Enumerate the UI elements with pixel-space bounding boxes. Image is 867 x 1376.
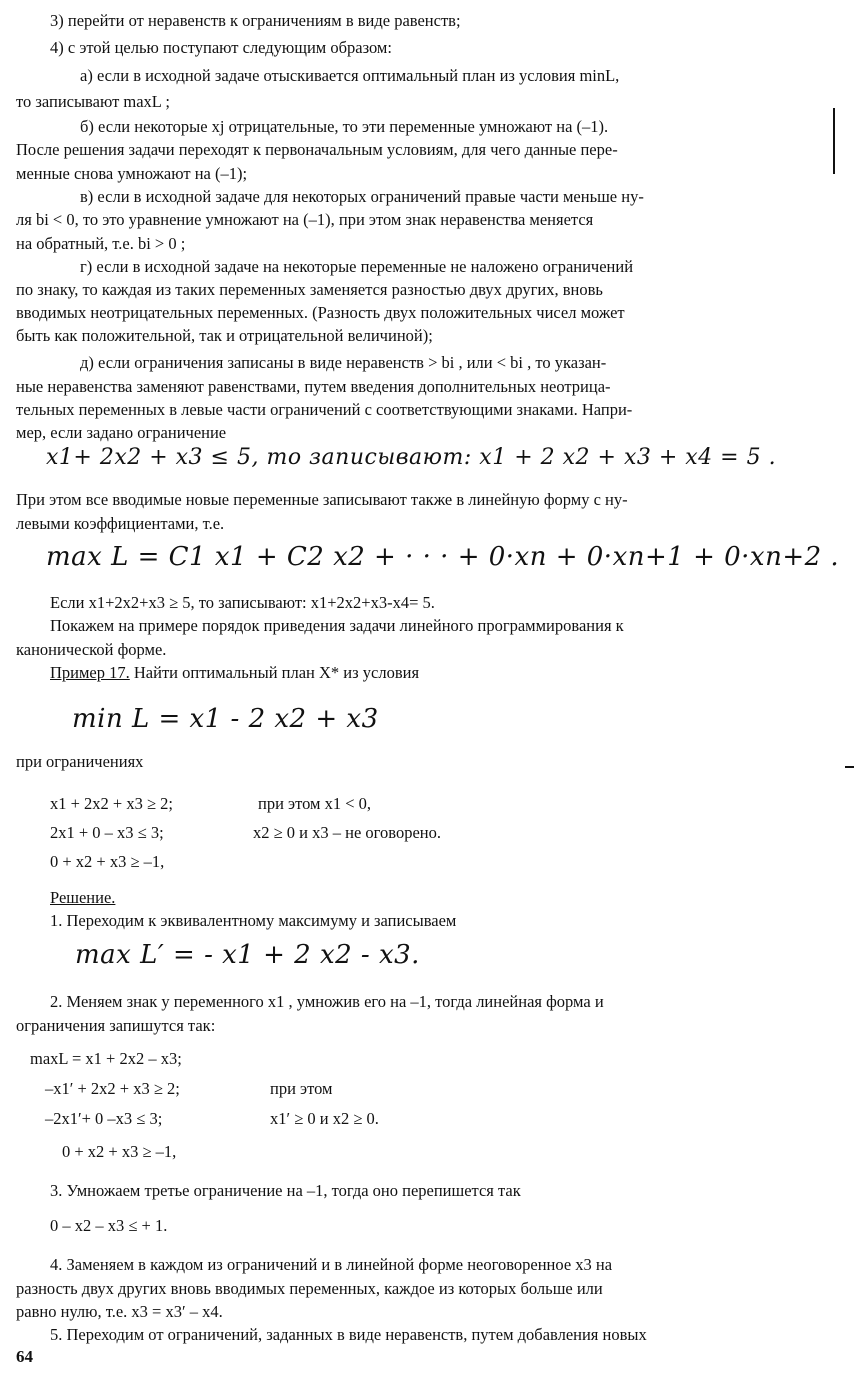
text-line: ля bi < 0, то это уравнение умножают на (–1), при этом знак неравенства меняется: [16, 210, 594, 229]
text-line: 2. Меняем знак у переменного x1 , умножив его на –1, тогда линейная форма и: [50, 992, 604, 1011]
example-text: Найти оптимальный план X* из условия: [129, 663, 420, 682]
text-line: быть как положительной, так и отрицательной величиной);: [16, 326, 433, 345]
text-line: После решения задачи переходят к первоначальным условиям, для чего данные пере-: [16, 140, 618, 159]
text-line: д) если ограничения записаны в виде неравенств > bi , или < bi , то указан-: [80, 353, 607, 372]
constraint-line: –2x1′+ 0 –x3 ≤ 3;: [45, 1109, 163, 1128]
text-line: б) если некоторые xj отрицательные, то эти переменные умножают на (–1).: [80, 117, 609, 136]
text-line: по знаку, то каждая из таких переменных заменяется разностью двух других, вновь: [16, 280, 603, 299]
text-line: ные неравенства заменяют равенствами, путем введения дополнительных неотрица-: [16, 377, 611, 396]
text-line: равно нулю, т.е. x3 = x3′ – x4.: [16, 1302, 223, 1321]
formula-line: x1+ 2x2 + x3 ≤ 5, то записывают: x1 + 2 x2 + x3 + x4 = 5 .: [46, 445, 777, 470]
page-number: 64: [16, 1347, 33, 1366]
constraint-line: 0 – x2 – x3 ≤ + 1.: [50, 1216, 168, 1235]
constraint-note: x2 ≥ 0 и x3 – не оговорено.: [253, 823, 441, 842]
margin-bar: [833, 108, 835, 174]
text-line: менные снова умножают на (–1);: [16, 164, 248, 183]
formula-line: max L = C1 x1 + C2 x2 + · · · + 0·xn + 0·xn+1 + 0·xn+2 .: [46, 542, 840, 572]
constraint-note: x1′ ≥ 0 и x2 ≥ 0.: [270, 1109, 379, 1128]
constraint-line: 0 + x2 + x3 ≥ –1,: [50, 852, 165, 871]
text-line: Покажем на примере порядок приведения задачи линейного программирования к: [50, 616, 624, 635]
text-line: 3) перейти от неравенств к ограничениям в виде равенств;: [50, 11, 461, 30]
constraint-line: x1 + 2x2 + x3 ≥ 2;: [50, 794, 174, 813]
text-line: 3. Умножаем третье ограничение на –1, тогда оно перепишется так: [50, 1181, 521, 1200]
text-line: в) если в исходной задаче для некоторых ограничений правые части меньше ну-: [80, 187, 644, 206]
text-line: левыми коэффициентами, т.е.: [16, 514, 225, 533]
constraint-line: –x1′ + 2x2 + x3 ≥ 2;: [45, 1079, 180, 1098]
constraint-note: при этом: [270, 1079, 333, 1098]
text-line: При этом все вводимые новые переменные записывают также в линейную форму с ну-: [16, 490, 628, 509]
text-line: г) если в исходной задаче на некоторые переменные не наложено ограничений: [80, 257, 634, 276]
constraint-line: 2x1 + 0 – x3 ≤ 3;: [50, 823, 164, 842]
text-line: 1. Переходим к эквивалентному максимуму и записываем: [50, 911, 457, 930]
text-line: мер, если задано ограничение: [16, 423, 227, 442]
constraint-note: при этом x1 < 0,: [258, 794, 372, 813]
text-line: 5. Переходим от ограничений, заданных в виде неравенств, путем добавления новых: [50, 1325, 647, 1344]
text-line: тельных переменных в левые части ограничений с соответствующими знаками. Напри-: [16, 400, 633, 419]
text-line: ограничения запишутся так:: [16, 1016, 216, 1035]
text-line: Если x1+2x2+x3 ≥ 5, то записывают: x1+2x2+x3-x4= 5.: [50, 593, 435, 612]
text-line: 4) с этой целью поступают следующим образом:: [50, 38, 392, 57]
example-heading: [50, 659, 830, 686]
solution-heading: Решение.: [50, 888, 116, 907]
constraint-line: 0 + x2 + x3 ≥ –1,: [62, 1142, 177, 1161]
margin-dash: [845, 766, 854, 768]
constraint-line: maxL = x1 + 2x2 – x3;: [30, 1049, 182, 1068]
text-line: при ограничениях: [16, 752, 144, 771]
example-label: Пример 17.: [50, 663, 130, 682]
text-line: то записывают maxL ;: [16, 92, 170, 111]
text-line: канонической форме.: [16, 640, 167, 659]
text-line: разность двух других вновь вводимых переменных, каждое из которых больше или: [16, 1279, 603, 1298]
text-line: 4. Заменяем в каждом из ограничений и в линейной форме неоговоренное x3 на: [50, 1255, 613, 1274]
text-line: вводимых неотрицательных переменных. (Разность двух положительных чисел может: [16, 303, 625, 322]
formula-line: max L′ = - x1 + 2 x2 - x3.: [75, 940, 420, 970]
formula-line: min L = x1 - 2 x2 + x3: [72, 704, 379, 734]
text-line: на обратный, т.е. bi > 0 ;: [16, 234, 186, 253]
text-line: а) если в исходной задаче отыскивается оптимальный план из условия minL,: [80, 66, 620, 85]
